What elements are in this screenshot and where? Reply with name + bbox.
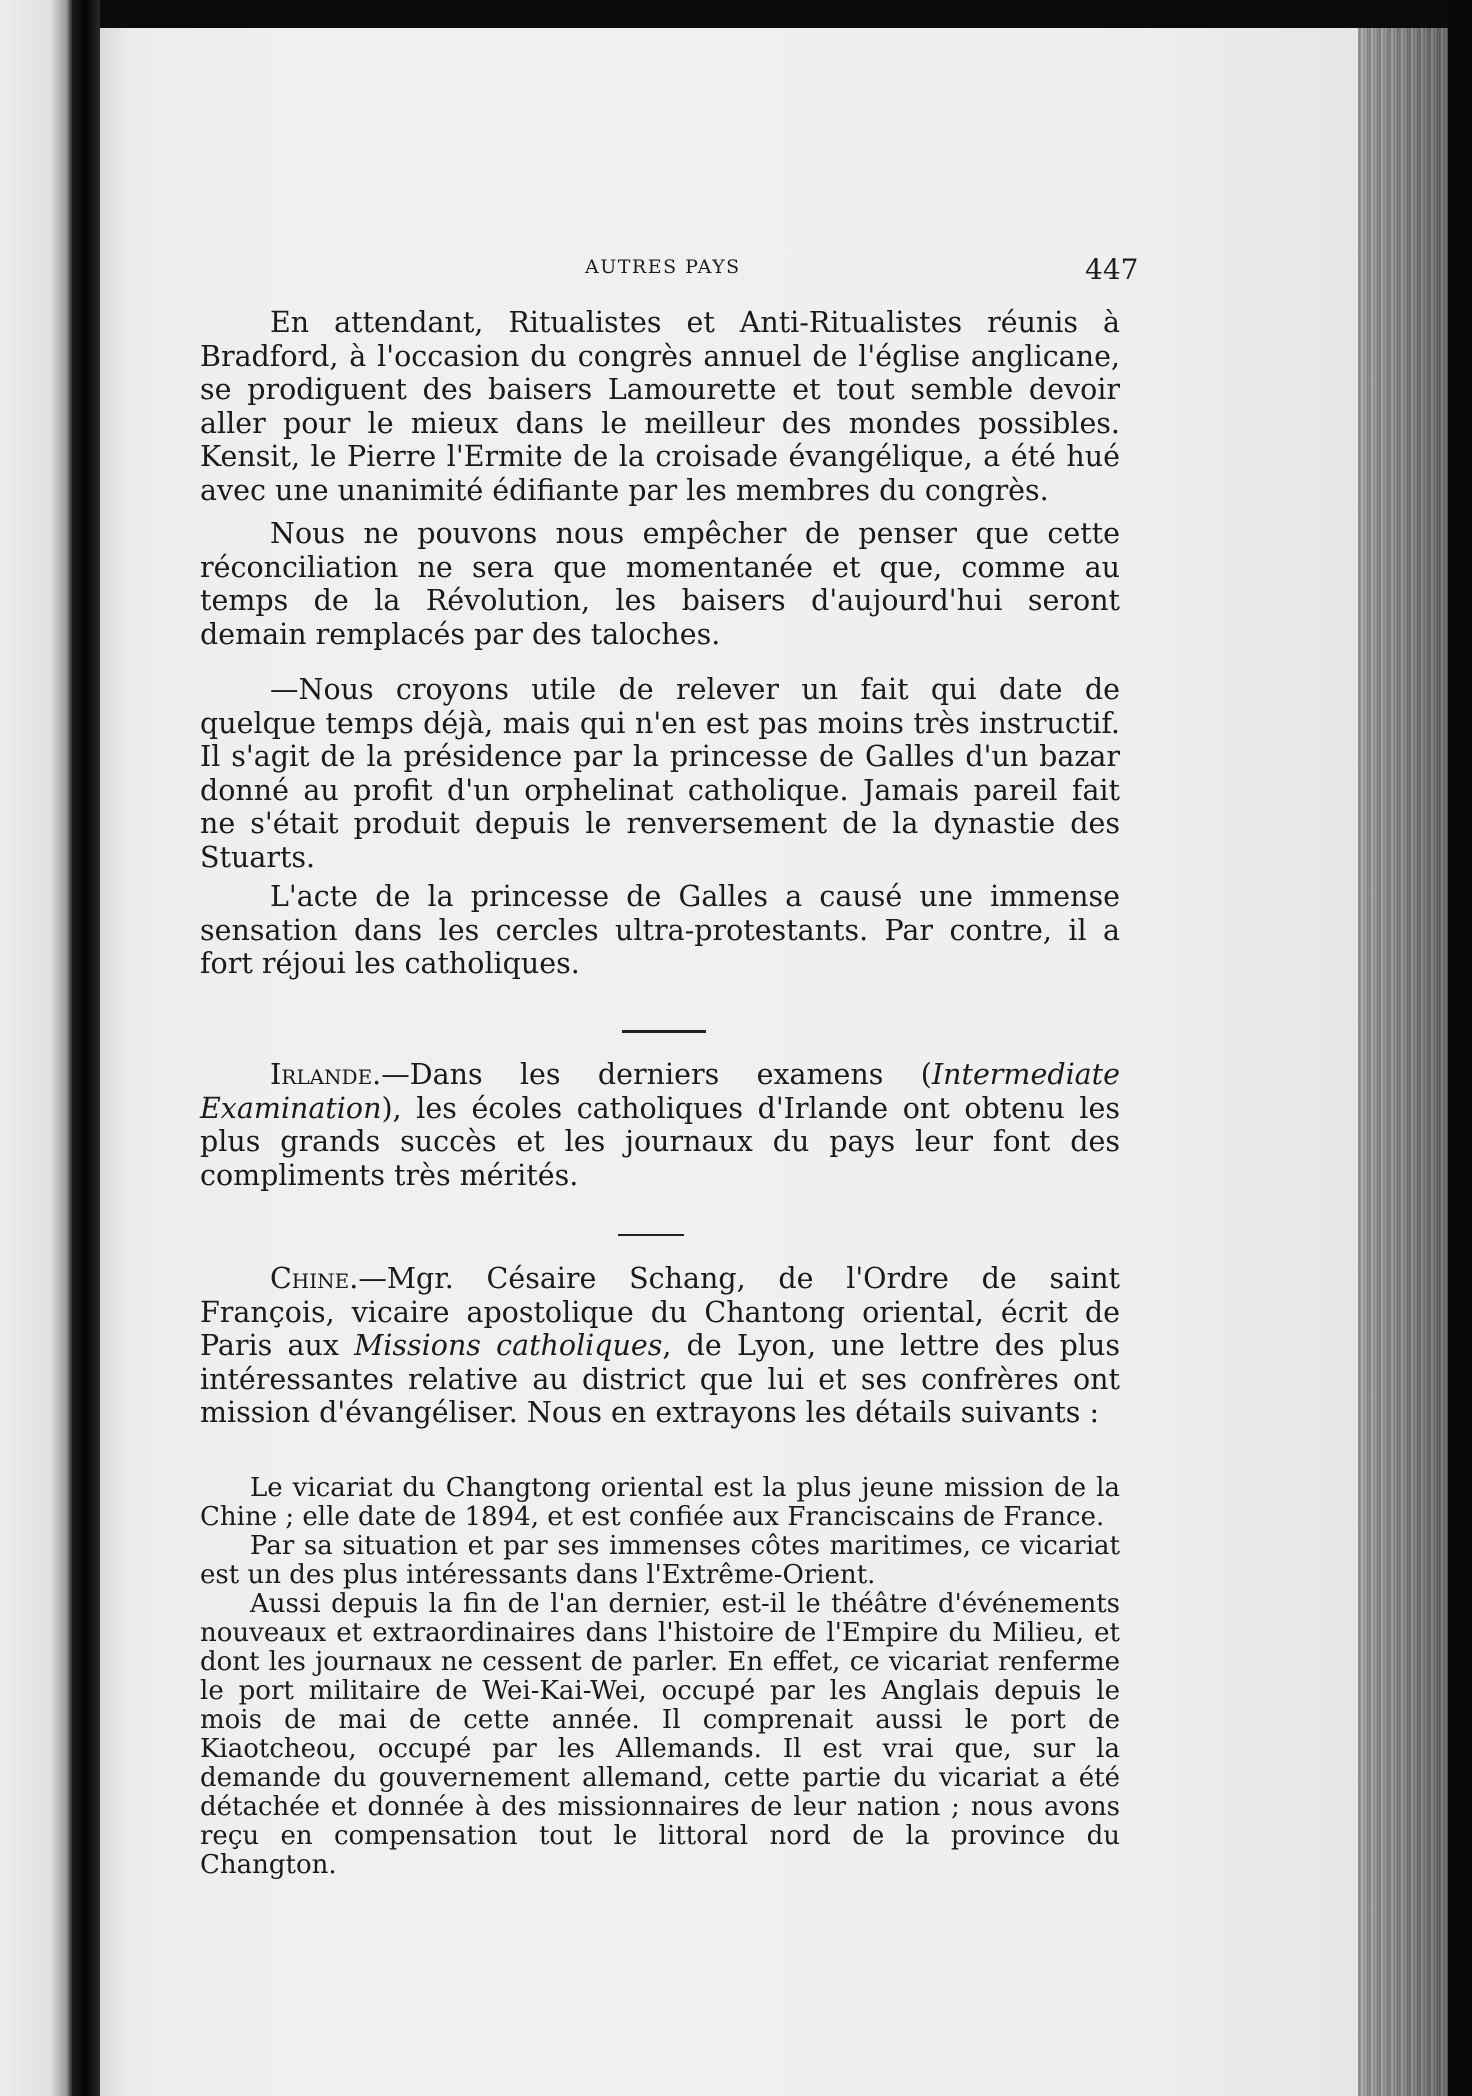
paragraph: En attendant, Ritualistes et Anti-Ritualistes réunis à Bradford, à l'occasion du congrès annuel de l'église anglicane, se prodiguent des baisers Lamourette et tout semble devoir aller pour le mieux dans le meilleur des mondes possibles. Kensit, le Pierre l'Ermite de la croisade évangélique, a été hué avec une unanimité édifiante par les membres du congrès. bbox=[200, 306, 1120, 507]
facing-page-edge bbox=[0, 0, 72, 2096]
quote-paragraph: Par sa situation et par ses immenses côtes maritimes, ce vicariat est un des plus intéressants dans l'Extrême-Orient. bbox=[200, 1531, 1120, 1590]
quote-paragraph: Aussi depuis la fin de l'an dernier, est-il le théâtre d'événements nouveaux et extraordinaires dans l'histoire de l'Empire du Milieu, et dont les journaux ne cessent de parler. En effet, ce vicariat renferme le port militaire de Wei-Kai-Wei, occupé par les Anglais depuis le mois de mai de cette année. Il comprenait aussi le port de Kiaotcheou, occupé par les Allemands. Il est vrai que, sur la demande du gouvernement allemand, cette partie du vicariat a été détachée et donnée à des missionnaires de leur nation ; nous avons reçu en compensation tout le littoral nord de la province du Changton. bbox=[200, 1589, 1120, 1880]
section-heading: Irlande. bbox=[270, 1058, 382, 1091]
italic-title: Missions catholiques bbox=[354, 1329, 663, 1362]
section-angleterre bbox=[200, 306, 1120, 981]
section-chine bbox=[200, 1262, 1120, 1430]
paragraph: Nous ne pouvons nous empêcher de penser que cette réconciliation ne sera que momentanée et que, comme au temps de la Révolution, les baisers d'aujourd'hui seront demain remplacés par des taloches. bbox=[200, 517, 1120, 651]
italic-title: Intermediate Examination bbox=[200, 1058, 1120, 1125]
quote-paragraph: Le vicariat du Changtong oriental est la plus jeune mission de la Chine ; elle date de 1894, et est confiée aux Franciscains de France. bbox=[200, 1473, 1120, 1532]
scan-background-top bbox=[100, 0, 1472, 28]
paragraph: Irlande.—Dans les derniers examens (Intermediate Examination), les écoles catholiques d'Irlande ont obtenu les plus grands succès et les journaux du pays leur font des compliments très mérités. bbox=[200, 1058, 1120, 1192]
book-gutter bbox=[72, 0, 100, 2096]
section-divider bbox=[618, 1234, 684, 1236]
section-heading: Chine. bbox=[270, 1262, 359, 1295]
paragraph: —Nous croyons utile de relever un fait qui date de quelque temps déjà, mais qui n'en est pas moins très instructif. Il s'agit de la présidence par la princesse de Galles d'un bazar donné au profit d'un orphelinat catholique. Jamais pareil fait ne s'était produit depuis le renversement de la dynastie des Stuarts. bbox=[200, 673, 1120, 874]
page-stack-edges bbox=[1358, 28, 1448, 2096]
paragraph: Chine.—Mgr. Césaire Schang, de l'Ordre de saint François, vicaire apostolique du Chantong oriental, écrit de Paris aux Missions catholiques, de Lyon, une lettre des plus intéressantes relative au district que lui et ses confrères ont mission d'évangéliser. Nous en extrayons les détails suivants : bbox=[200, 1262, 1121, 1429]
page-number: 447 bbox=[1085, 253, 1139, 286]
section-irlande bbox=[200, 1058, 1120, 1192]
paragraph: L'acte de la princesse de Galles a causé une immense sensation dans les cercles ultra-protestants. Par contre, il a fort réjoui les catholiques. bbox=[200, 880, 1120, 980]
section-divider bbox=[622, 1030, 706, 1033]
running-head: AUTRES PAYS bbox=[585, 256, 741, 278]
quoted-letter bbox=[200, 1474, 1120, 1880]
scan-background-right bbox=[1448, 0, 1472, 2096]
